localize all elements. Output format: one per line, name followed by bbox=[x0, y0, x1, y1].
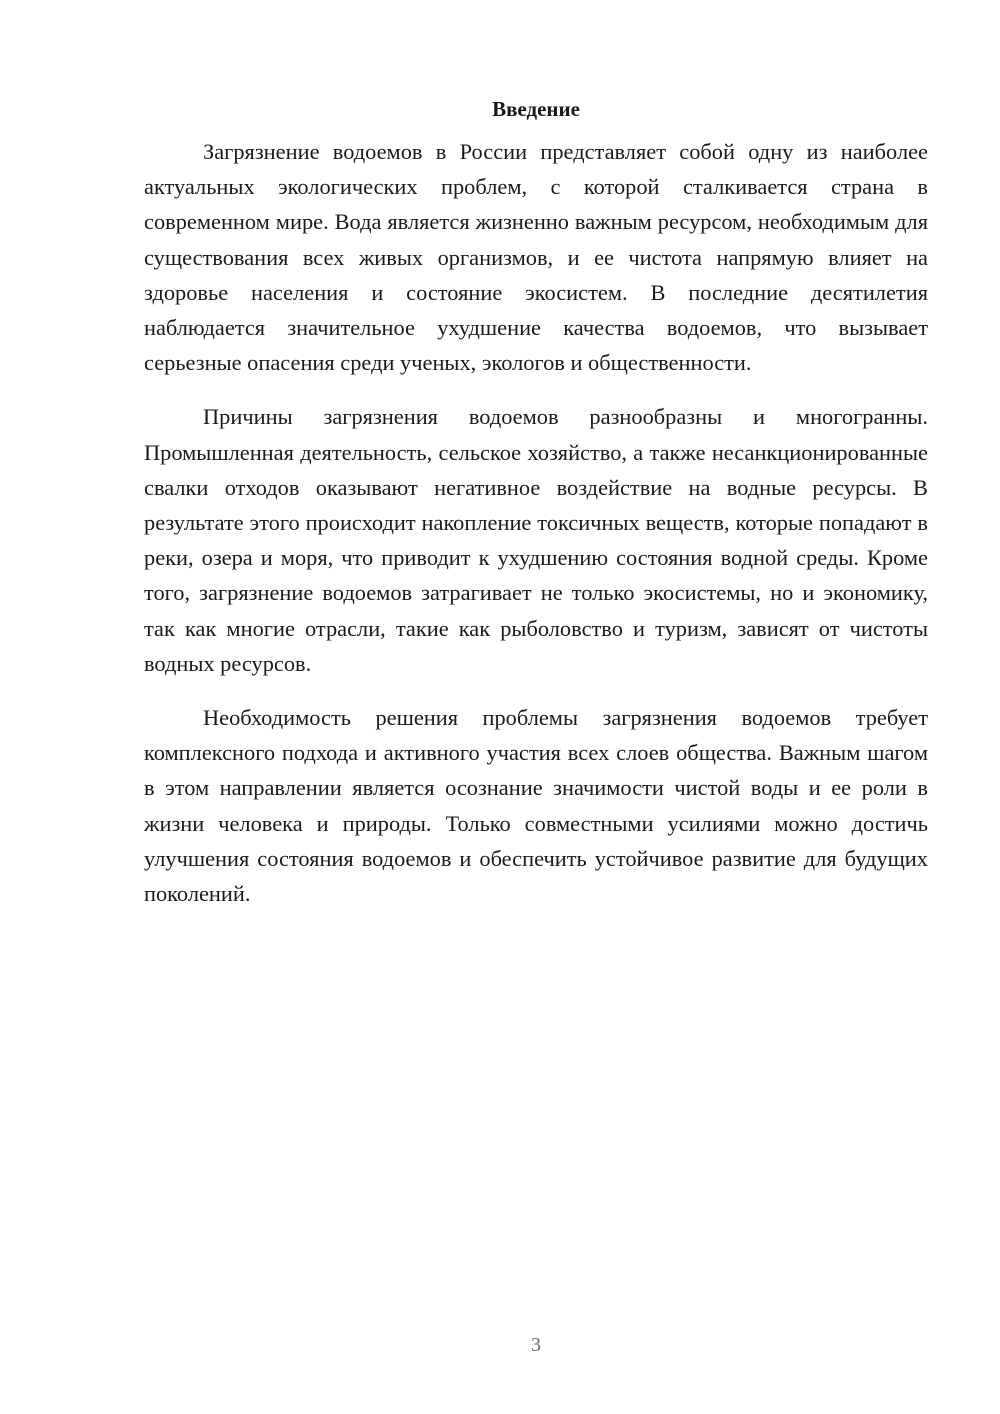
paragraph-1: Загрязнение водоемов в России представляет собой одну из наиболее актуальных экологических проблем, с которой сталкивается страна в современном мире. Вода является жизненно важным ресурсом, необходимым для существования всех живых организмов, и ее чистота напрямую влияет на здоровье населения и состояние экосистем. В последние десятилетия наблюдается значительное ухудшение качества водоемов, что вызывает серьезные опасения среди ученых, экологов и общественности. bbox=[144, 139, 928, 376]
page-number: 3 bbox=[531, 1334, 541, 1356]
section-title: Введение bbox=[492, 97, 580, 121]
paragraph-2: Причины загрязнения водоемов разнообразны и многогранны. Промышленная деятельность, сельское хозяйство, а также несанкционированные свалки отходов оказывают негативное воздействие на водные ресурсы. В результате этого происходит накопление токсичных веществ, которые попадают в реки, озера и моря, что приводит к ухудшению состояния водной среды. Кроме того, загрязнение водоемов затрагивает не только экосистемы, но и экономику, так как многие отрасли, такие как рыболовство и туризм, зависят от чистоты водных ресурсов. bbox=[144, 404, 928, 676]
page-content bbox=[144, 94, 928, 930]
paragraph-3: Необходимость решения проблемы загрязнения водоемов требует комплексного подхода и активного участия всех слоев общества. Важным шагом в этом направлении является осознание значимости чистой воды и ее роли в жизни человека и природы. Только совместными усилиями можно достичь улучшения состояния водоемов и обеспечить устойчивое развитие для будущих поколений. bbox=[144, 705, 928, 907]
